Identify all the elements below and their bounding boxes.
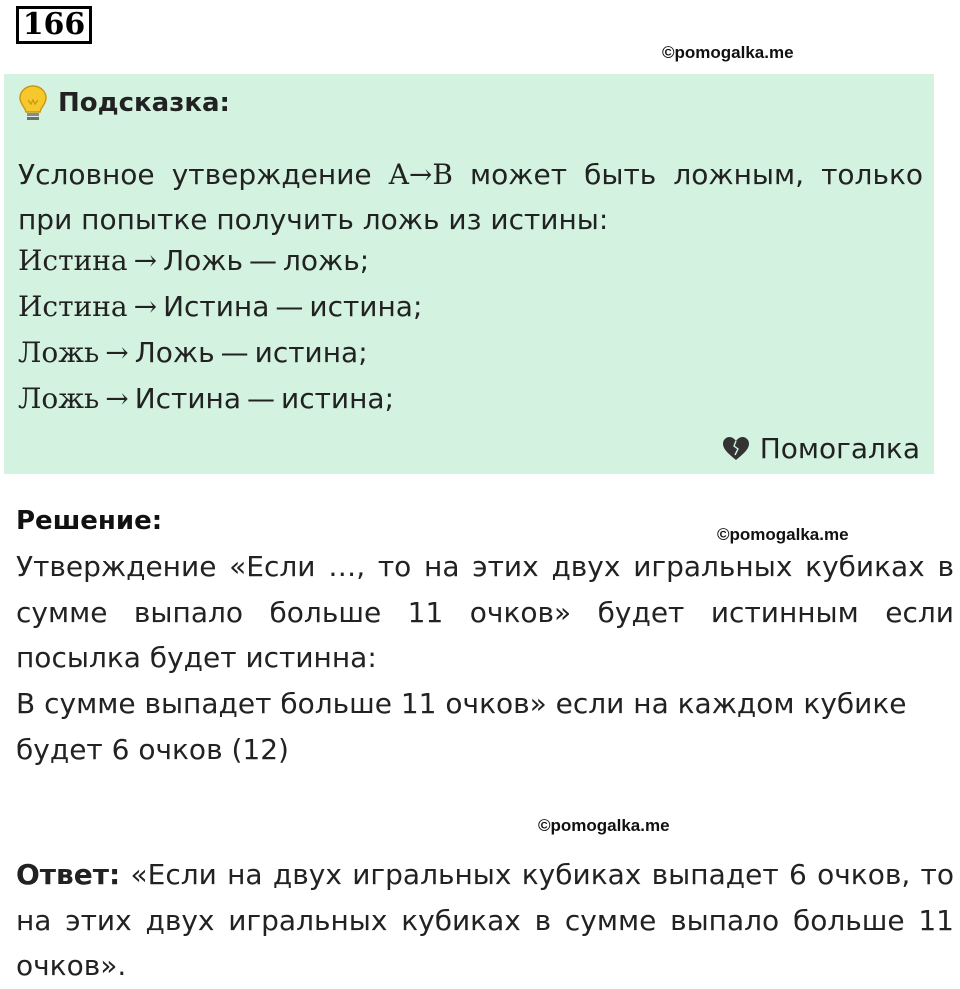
hint-intro-a: Условное утверждение <box>18 158 389 191</box>
watermark-top: ©pomogalka.me <box>662 43 794 62</box>
solution-paragraph-1: Утверждение «Если …, то на этих двух игральных кубиках в сумме выпало больше 11 очков» будет истинным если посылка будет истинна: <box>16 550 954 674</box>
rule-result: истина; <box>309 290 423 323</box>
rule-left: Истина <box>18 290 128 323</box>
hint-formula: A→B <box>388 158 453 191</box>
hint-panel <box>4 74 934 474</box>
rule-result: ложь; <box>283 244 370 277</box>
problem-number: 166 <box>16 6 92 44</box>
hint-rule-4 <box>18 382 394 415</box>
answer-label: Ответ: <box>16 858 121 891</box>
rule-right: Ложь <box>134 336 215 369</box>
hint-heading <box>18 84 230 122</box>
hint-rule-1 <box>18 244 369 277</box>
hint-intro <box>18 152 923 242</box>
heart-icon <box>722 436 750 462</box>
brand-name: Помогалка <box>759 432 920 465</box>
dash: — <box>249 244 277 277</box>
lightbulb-icon <box>18 84 48 122</box>
hint-intro-b: может быть ложным, только при попытке получить ложь из истины: <box>18 158 923 236</box>
rule-right: Истина <box>163 290 270 323</box>
rule-result: истина; <box>254 336 368 369</box>
rule-result: истина; <box>281 382 395 415</box>
rule-right: Истина <box>134 382 242 415</box>
answer-text: «Если на двух игральных кубиках выпадет 6 очков, то на этих двух игральных кубиках в сумме выпало больше 11 очков». <box>16 858 954 982</box>
arrow: → <box>133 244 158 277</box>
arrow: → <box>105 382 129 415</box>
rule-right: Ложь <box>163 244 243 277</box>
hint-rule-3 <box>18 336 368 369</box>
rule-left: Ложь <box>18 382 100 415</box>
dash: — <box>275 290 304 323</box>
arrow: → <box>105 336 129 369</box>
arrow: → <box>133 290 158 323</box>
rule-left: Истина <box>18 244 128 277</box>
answer-paragraph <box>16 852 954 989</box>
dash: — <box>220 336 249 369</box>
dash: — <box>247 382 276 415</box>
hint-title: Подсказка: <box>58 88 230 118</box>
watermark-bottom: ©pomogalka.me <box>538 816 670 835</box>
solution-paragraph-2: В сумме выпадет больше 11 очков» если на каждом кубике будет 6 очков (12) <box>16 687 907 766</box>
brand-signature <box>722 432 920 465</box>
solution-title: Решение: <box>16 506 163 536</box>
rule-left: Ложь <box>18 336 100 369</box>
hint-rule-2 <box>18 290 422 323</box>
watermark-middle: ©pomogalka.me <box>717 525 849 544</box>
